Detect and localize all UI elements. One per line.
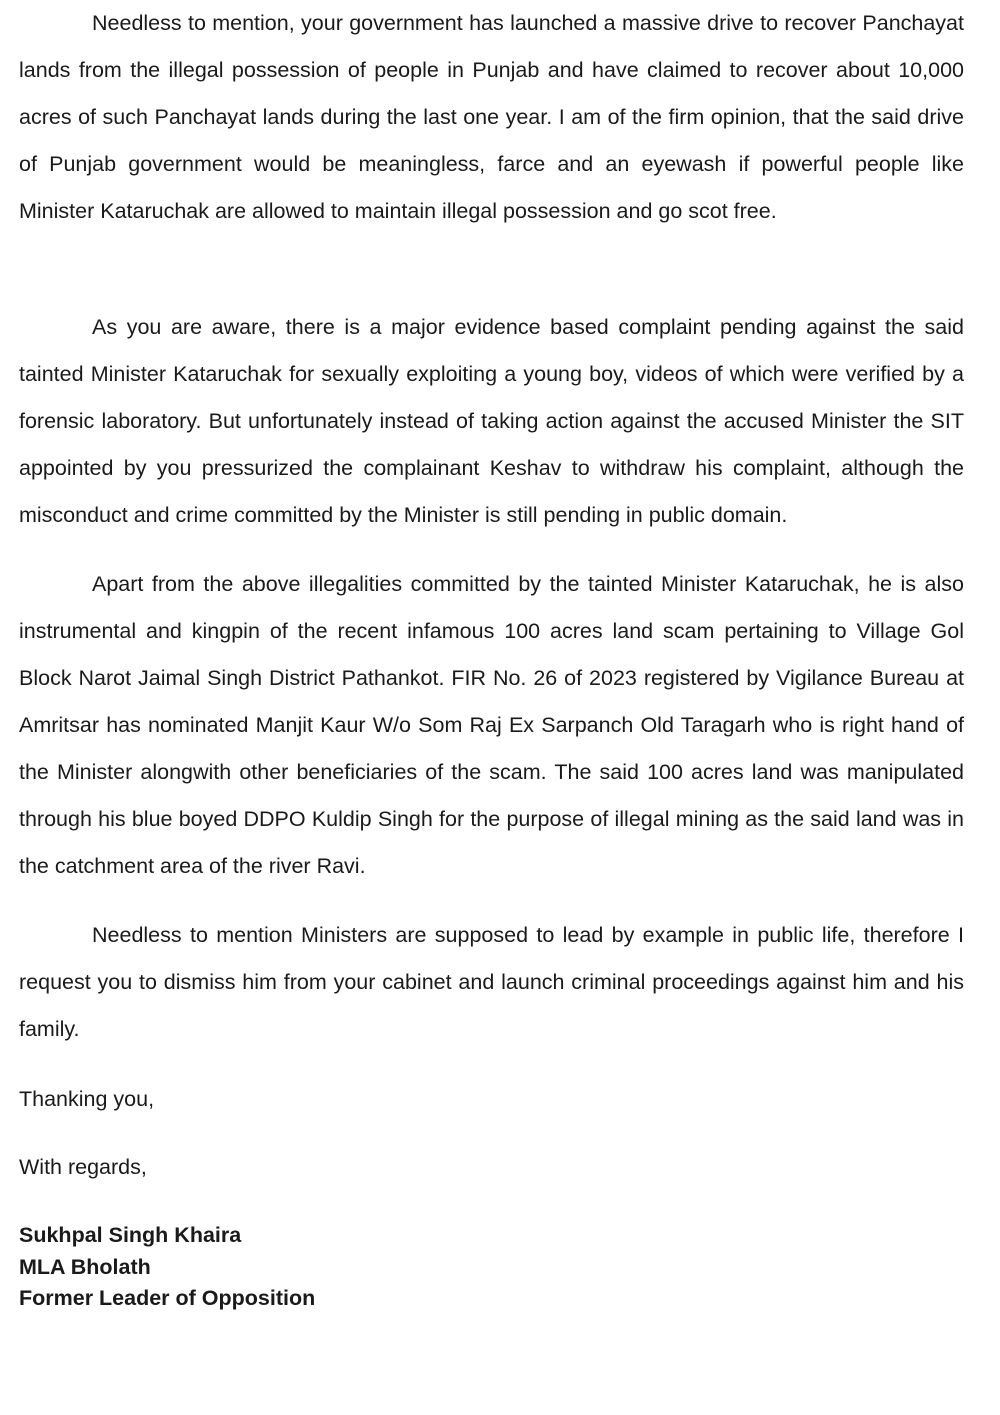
closing-thanks: Thanking you, [19,1087,155,1111]
letter-paragraph-4: Needless to mention Ministers are supposed to lead by example in public life, therefore I request you to dismiss him from your cabinet and launch criminal proceedings against him and his family. [19,923,964,1041]
signature-name: Sukhpal Singh Khaira [19,1223,242,1247]
signature-role: Former Leader of Opposition [19,1286,316,1310]
signature-title: MLA Bholath [19,1255,151,1279]
letter-paragraph-1: Needless to mention, your government has launched a massive drive to recover Panchayat lands from the illegal possession of people in Punjab and have claimed to recover about 10,000 acres of such Panchayat lands during the last one year. I am of the firm opinion, that the said drive of Punjab government would be meaningless, farce and an eyewash if powerful people like Minister Kataruchak are allowed to maintain illegal possession and go scot free. [19,11,964,223]
closing-regards: With regards, [19,1155,147,1179]
letter-paragraph-2: As you are aware, there is a major evidence based complaint pending against the said tainted Minister Kataruchak for sexually exploiting a young boy, videos of which were verified by a forensic laboratory. But unfortunately instead of taking action against the accused Minister the SIT appointed by you pressurized the complainant Keshav to withdraw his complaint, although the misconduct and crime committed by the Minister is still pending in public domain. [19,315,964,527]
letter-paragraph-3: Apart from the above illegalities committed by the tainted Minister Kataruchak, he is also instrumental and kingpin of the recent infamous 100 acres land scam pertaining to Village Gol Block Narot Jaimal Singh District Pathankot. FIR No. 26 of 2023 registered by Vigilance Bureau at Amritsar has nominated Manjit Kaur W/o Som Raj Ex Sarpanch Old Taragarh who is right hand of the Minister alongwith other beneficiaries of the scam. The said 100 acres land was manipulated through his blue boyed DDPO Kuldip Singh for the purpose of illegal mining as the said land was in the catchment area of the river Ravi. [19,572,964,878]
